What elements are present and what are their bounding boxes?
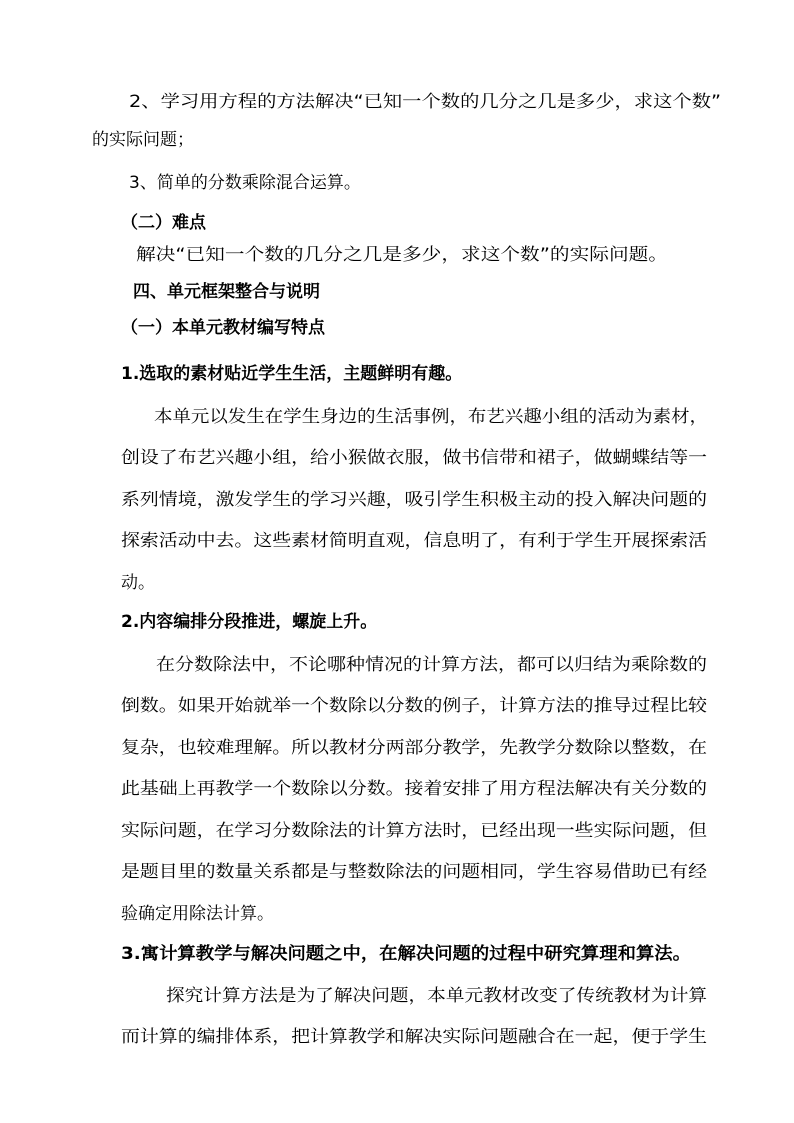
section4-heading-text: 四、单元框架整合与说明 bbox=[133, 282, 320, 302]
item2-line2 bbox=[92, 129, 194, 151]
point2-line-text: 倒数。如果开始就举一个数除以分数的例子，计算方法的推导过程比较 bbox=[121, 696, 707, 716]
point3-heading-text: 3.寓计算教学与解决问题之中，在解决问题的过程中研究算理和算法。 bbox=[121, 944, 691, 964]
point2-line-text: 此基础上再教学一个数除以分数。接着安排了用方程法解决有关分数的 bbox=[121, 779, 707, 799]
point2-line bbox=[121, 820, 707, 842]
point1-line bbox=[154, 406, 708, 428]
sub1-heading bbox=[121, 317, 325, 339]
point2-line-text: 验确定用除法计算。 bbox=[121, 904, 274, 924]
item2-line2-text: 的实际问题； bbox=[92, 130, 194, 150]
difficulty-text-content: 解决“已知一个数的几分之几是多少，求这个数”的实际问题。 bbox=[136, 245, 668, 265]
point2-heading bbox=[121, 611, 377, 633]
item2-line1 bbox=[129, 91, 721, 113]
point1-line bbox=[121, 489, 707, 511]
point3-line-text: 探究计算方法是为了解决问题，本单元教材改变了传统教材为计算 bbox=[166, 986, 707, 1006]
difficulty-heading bbox=[121, 212, 206, 234]
point1-heading bbox=[121, 363, 462, 385]
item3-text: 3、简单的分数乘除混合运算。 bbox=[129, 173, 361, 193]
point2-line-text: 在分数除法中，不论哪种情况的计算方法，都可以归结为乘除数的 bbox=[156, 655, 707, 675]
point1-line-text: 动。 bbox=[121, 573, 155, 593]
point2-line-text: 实际问题，在学习分数除法的计算方法时，已经出现一些实际问题，但 bbox=[121, 821, 707, 841]
point2-line bbox=[121, 861, 707, 883]
difficulty-text bbox=[136, 244, 668, 266]
item3 bbox=[129, 172, 361, 194]
point1-line-text: 创设了布艺兴趣小组，给小猴做衣服，做书信带和裙子，做蝴蝶结等一 bbox=[121, 448, 707, 468]
sub1-heading-text: （一）本单元教材编写特点 bbox=[121, 318, 325, 338]
point1-line-text: 系列情境，激发学生的学习兴趣，吸引学生积极主动的投入解决问题的 bbox=[121, 490, 707, 510]
point2-line bbox=[121, 903, 274, 925]
point1-line bbox=[121, 447, 707, 469]
point1-line bbox=[121, 572, 155, 594]
point2-line bbox=[121, 737, 707, 759]
point2-heading-text: 2.内容编排分段推进，螺旋上升。 bbox=[121, 612, 378, 632]
point2-line bbox=[156, 654, 707, 676]
point2-line-text: 是题目里的数量关系都是与整数除法的问题相同，学生容易借助已有经 bbox=[121, 862, 707, 882]
point1-heading-text: 1.选取的素材贴近学生生活，主题鲜明有趣。 bbox=[121, 364, 463, 384]
difficulty-heading-text: （二）难点 bbox=[121, 213, 206, 233]
point3-heading bbox=[121, 943, 691, 965]
point2-line-text: 复杂，也较难理解。所以教材分两部分教学，先教学分数除以整数，在 bbox=[121, 738, 707, 758]
point2-line bbox=[121, 695, 707, 717]
point2-line bbox=[121, 778, 707, 800]
point3-line bbox=[121, 1026, 707, 1048]
item2-line1-text: 2、学习用方程的方法解决“已知一个数的几分之几是多少，求这个数” bbox=[129, 92, 721, 112]
point1-line-text: 本单元以发生在学生身边的生活事例，布艺兴趣小组的活动为素材， bbox=[154, 407, 708, 427]
point3-line bbox=[166, 985, 707, 1007]
point1-line bbox=[121, 530, 707, 552]
point3-line-text: 而计算的编排体系，把计算教学和解决实际问题融合在一起，便于学生 bbox=[121, 1027, 707, 1047]
point1-line-text: 探索活动中去。这些素材简明直观，信息明了，有利于学生开展探索活 bbox=[121, 531, 707, 551]
section4-heading bbox=[133, 281, 320, 303]
